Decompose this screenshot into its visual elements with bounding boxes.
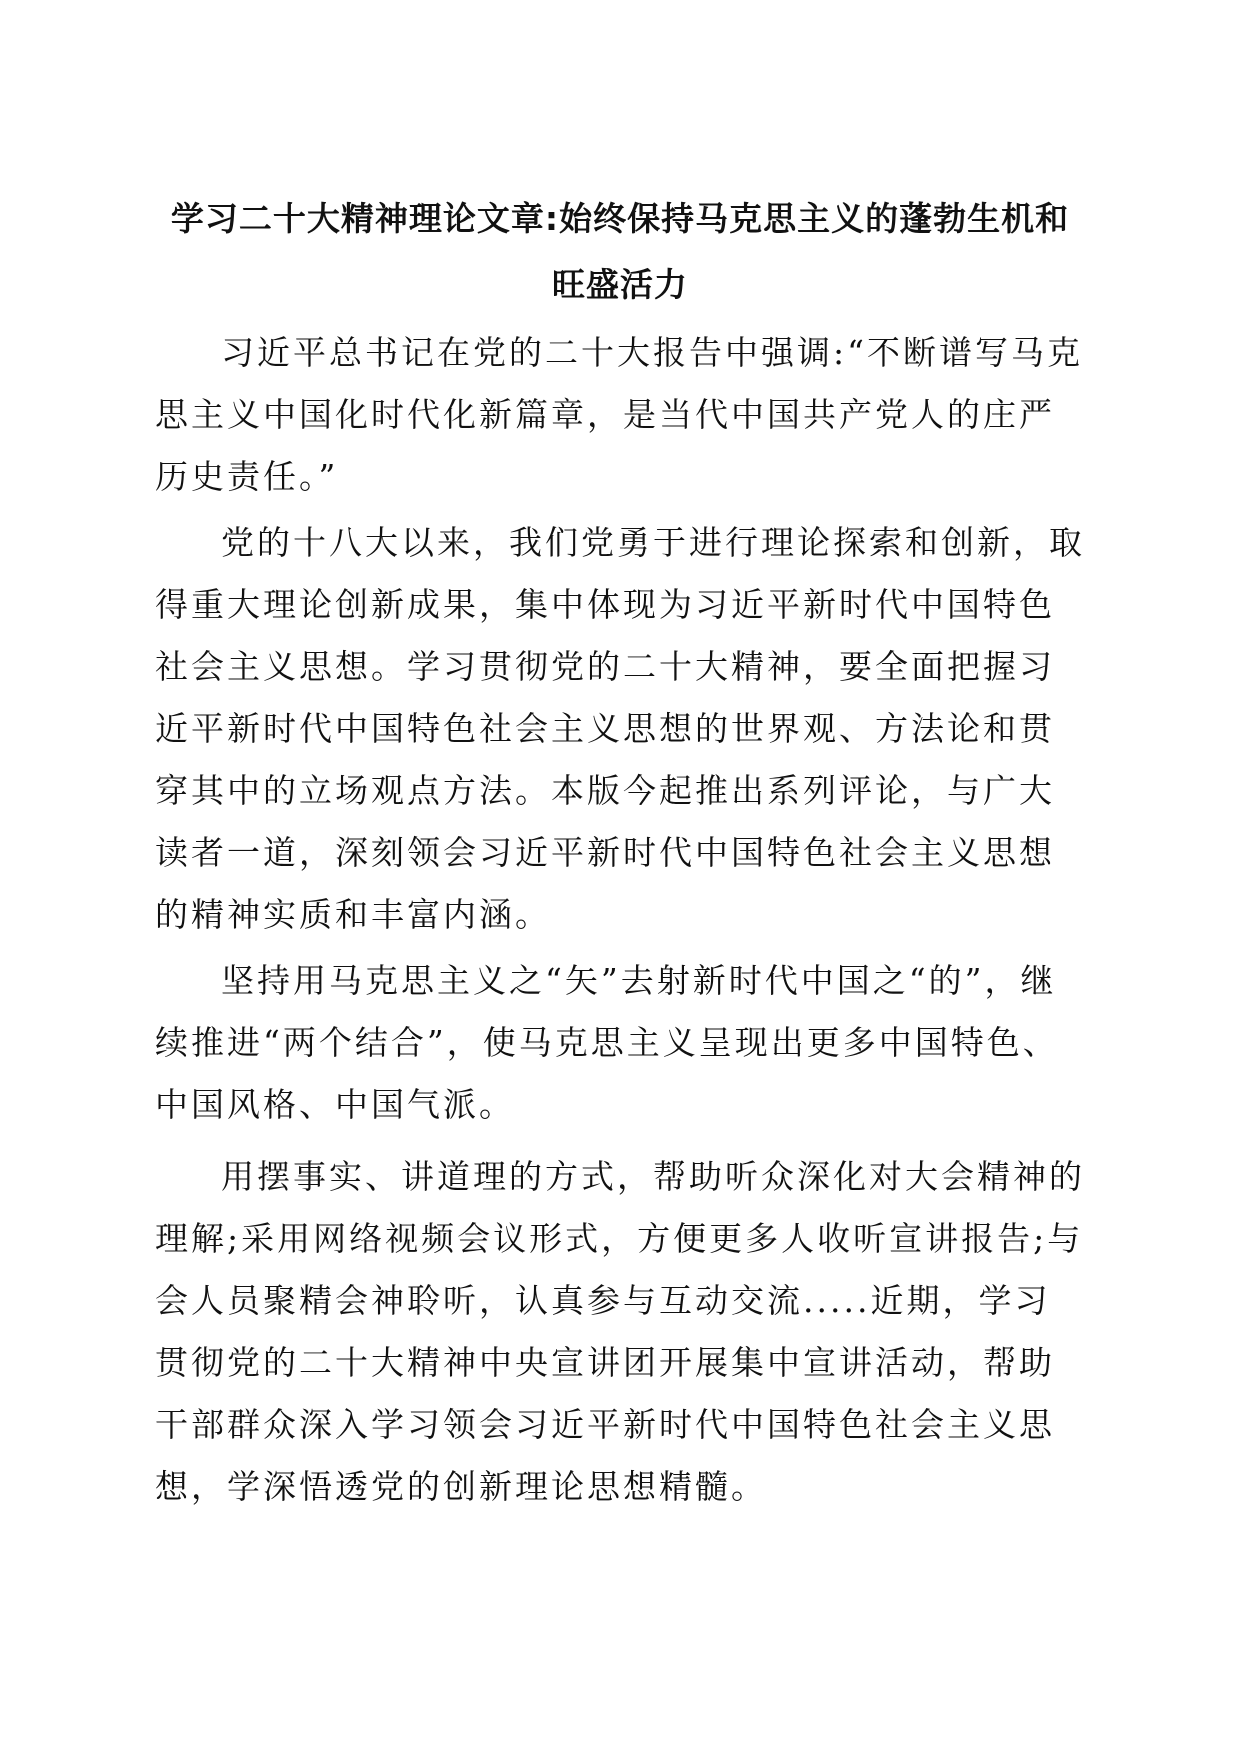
paragraph-1: 习近平总书记在党的二十大报告中强调:“不断谱写马克思主义中国化时代化新篇章，是当代中国共产党人的庄严历史责任。” — [155, 333, 1083, 496]
paragraph-2: 党的十八大以来，我们党勇于进行理论探索和创新，取得重大理论创新成果，集中体现为习近平新时代中国特色社会主义思想。学习贯彻党的二十大精神，要全面把握习近平新时代中国特色社会主义思想的世界观、方法论和贯穿其中的立场观点方法。本版今起推出系列评论，与广大读者一道，深刻领会习近平新时代中国特色社会主义思想的精神实质和丰富内涵。 — [155, 523, 1085, 934]
document-title: 学习二十大精神理论文章:始终保持马克思主义的蓬勃生机和旺盛活力 — [170, 199, 1070, 304]
paragraph-3: 坚持用马克思主义之“矢”去射新时代中国之“的”，继续推进“两个结合”，使马克思主义呈现出更多中国特色、中国风格、中国气派。 — [155, 961, 1059, 1124]
paragraph-4: 用摆事实、讲道理的方式，帮助听众深化对大会精神的理解;采用网络视频会议形式，方便更多人收听宣讲报告;与会人员聚精会神聆听，认真参与互动交流.....近期，学习贯彻党的二十大精神中央宣讲团开展集中宣讲活动，帮助干部群众深入学习领会习近平新时代中国特色社会主义思想，学深悟透党的创新理论思想精髓。 — [155, 1157, 1085, 1506]
document-body — [155, 322, 1085, 1522]
